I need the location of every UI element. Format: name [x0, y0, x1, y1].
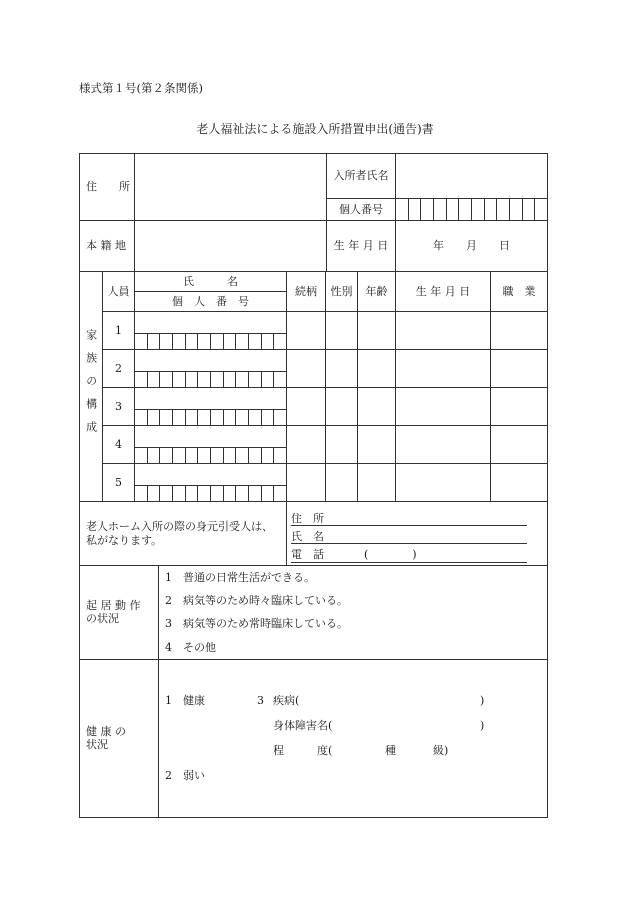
member-name-field[interactable]: [135, 388, 287, 410]
resident-name-field[interactable]: [396, 154, 548, 199]
member-name-field[interactable]: [135, 464, 287, 486]
disability-close-paren: ): [480, 719, 485, 733]
health-opt3-num: 3: [257, 693, 264, 707]
mobility-option[interactable]: 4 その他: [165, 640, 216, 654]
address-field[interactable]: [135, 154, 327, 221]
member-relation-field[interactable]: [287, 312, 326, 350]
member-sex-field[interactable]: [326, 312, 358, 350]
member-birthdate-field[interactable]: [396, 388, 491, 426]
member-age-field[interactable]: [358, 388, 396, 426]
guarantor-address-label: 住 所: [291, 512, 324, 525]
type-label: 種: [385, 744, 396, 758]
mobility-label: 起 居 動 作 の状況: [80, 566, 159, 660]
member-sex-field[interactable]: [326, 388, 358, 426]
health-option-illness[interactable]: 疾病(: [273, 693, 300, 707]
health-label: 健 康 の 状況: [80, 659, 159, 817]
birthdate-field[interactable]: 年 月 日: [396, 221, 548, 272]
member-number: 3: [103, 388, 135, 426]
member-occupation-field[interactable]: [491, 350, 548, 388]
guarantor-statement: 老人ホーム入所の際の身元引受人は、私がなります。: [80, 502, 287, 566]
family-table: [79, 271, 548, 502]
member-name-field[interactable]: [135, 312, 287, 334]
guarantor-table: [79, 501, 548, 566]
col-relation: 続柄: [287, 272, 326, 312]
member-age-field[interactable]: [358, 312, 396, 350]
form-title: 老人福祉法による施設入所措置申出(通告)書: [196, 122, 434, 136]
address-label: 住 所: [80, 154, 135, 221]
col-occupation: 職 業: [491, 272, 548, 312]
guarantor-fields: [287, 502, 548, 566]
guarantor-address-field[interactable]: [291, 508, 527, 526]
member-number-field[interactable]: [135, 486, 287, 502]
domicile-label: 本 籍 地: [80, 221, 135, 272]
member-number: 2: [103, 350, 135, 388]
grade-label: 級): [433, 744, 449, 758]
member-relation-field[interactable]: [287, 426, 326, 464]
applicant-table: [79, 153, 548, 272]
member-age-field[interactable]: [358, 426, 396, 464]
health-options: [159, 659, 548, 817]
member-birthdate-field[interactable]: [396, 350, 491, 388]
form-code: 様式第１号(第２条関係): [79, 81, 203, 95]
member-occupation-field[interactable]: [491, 426, 548, 464]
mobility-option[interactable]: 1 普通の日常生活ができる。: [165, 571, 315, 584]
member-occupation-field[interactable]: [491, 312, 548, 350]
member-relation-field[interactable]: [287, 464, 326, 502]
member-sex-field[interactable]: [326, 350, 358, 388]
col-member: 人員: [103, 272, 135, 312]
domicile-field[interactable]: [135, 221, 327, 272]
member-name-field[interactable]: [135, 350, 287, 372]
individual-number-field[interactable]: [396, 199, 548, 221]
mobility-option[interactable]: 3 病気等のため常時臨床している。: [165, 617, 348, 631]
guarantor-phone-label: 電 話: [291, 548, 324, 562]
member-relation-field[interactable]: [287, 388, 326, 426]
member-number-field[interactable]: [135, 410, 287, 426]
guarantor-name-label: 氏 名: [291, 530, 324, 544]
health-option-healthy[interactable]: 健康: [183, 693, 205, 707]
application-form: [79, 153, 547, 818]
individual-number-label: 個人番号: [327, 199, 396, 221]
member-number-field[interactable]: [135, 334, 287, 350]
mobility-options: [159, 566, 548, 660]
col-sex: 性別: [326, 272, 358, 312]
member-occupation-field[interactable]: [491, 388, 548, 426]
member-sex-field[interactable]: [326, 426, 358, 464]
col-birthdate: 生 年 月 日: [396, 272, 491, 312]
col-individual-number: 個 人 番 号: [135, 292, 287, 312]
member-number: 1: [103, 312, 135, 350]
guarantor-phone-field[interactable]: [291, 544, 527, 562]
resident-name-label: 入所者氏名: [327, 154, 396, 199]
mobility-option[interactable]: 2 病気等のため時々臨床している。: [165, 594, 348, 608]
guarantor-phone-paren: ( ): [364, 548, 417, 562]
col-age: 年齢: [358, 272, 396, 312]
degree-field[interactable]: 程 度(: [273, 744, 333, 758]
guarantor-name-field[interactable]: [291, 526, 527, 544]
member-number: 4: [103, 426, 135, 464]
health-table: [79, 659, 548, 818]
member-birthdate-field[interactable]: [396, 464, 491, 502]
member-age-field[interactable]: [358, 464, 396, 502]
member-name-field[interactable]: [135, 426, 287, 448]
member-number-field[interactable]: [135, 448, 287, 464]
member-number: 5: [103, 464, 135, 502]
health-opt2-num: 2: [165, 769, 172, 783]
member-occupation-field[interactable]: [491, 464, 548, 502]
mobility-table: [79, 565, 548, 660]
member-birthdate-field[interactable]: [396, 312, 491, 350]
member-birthdate-field[interactable]: [396, 426, 491, 464]
disability-field[interactable]: 身体障害名(: [273, 719, 333, 733]
family-section-label: 家族の構成: [80, 272, 103, 502]
health-option-weak[interactable]: 弱い: [183, 769, 205, 783]
member-number-field[interactable]: [135, 372, 287, 388]
illness-close-paren: ): [480, 693, 485, 707]
col-name: 氏 名: [135, 272, 287, 292]
member-age-field[interactable]: [358, 350, 396, 388]
health-opt1-num: 1: [165, 693, 172, 707]
birthdate-label: 生 年 月 日: [327, 221, 396, 272]
member-sex-field[interactable]: [326, 464, 358, 502]
member-relation-field[interactable]: [287, 350, 326, 388]
